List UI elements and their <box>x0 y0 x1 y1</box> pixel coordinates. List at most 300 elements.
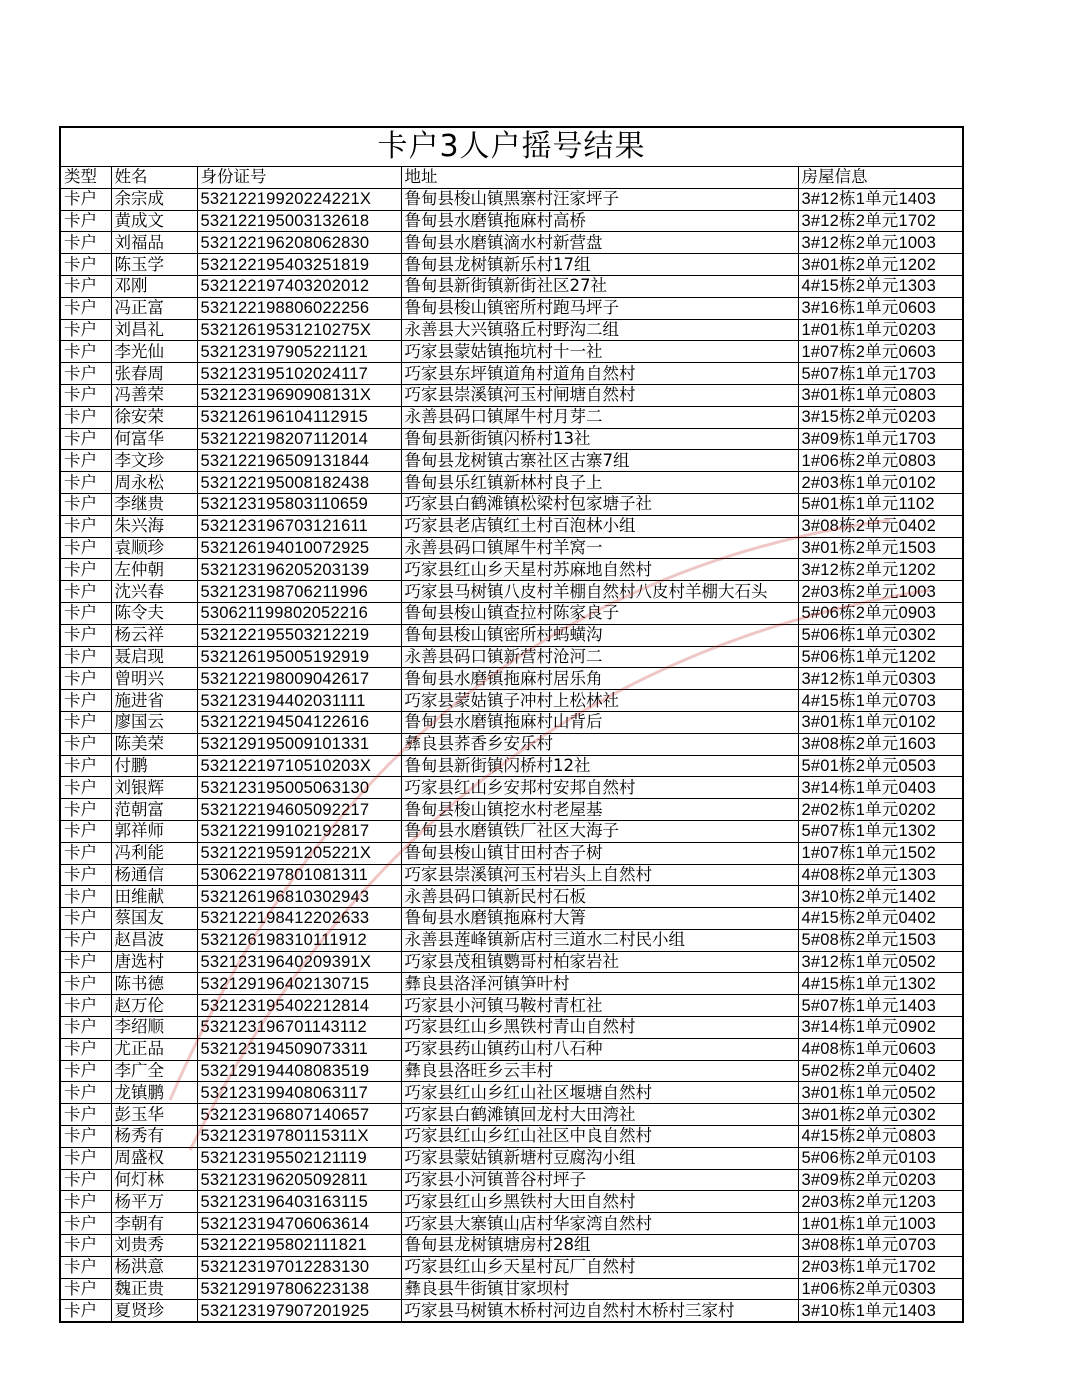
cell-name: 冯善荣 <box>111 384 197 406</box>
table-row <box>61 515 962 537</box>
cell-house-info: 2#03栋2单元1203 <box>798 1191 962 1213</box>
cell-type: 卡户 <box>61 1235 111 1257</box>
cell-id-number: 532129194408083519 <box>197 1060 401 1082</box>
cell-name: 陈美荣 <box>111 733 197 755</box>
cell-id-number: 532129197806223138 <box>197 1278 401 1300</box>
cell-name: 李绍顺 <box>111 1017 197 1039</box>
cell-id-number: 532129195009101331 <box>197 733 401 755</box>
cell-name: 陈令夫 <box>111 602 197 624</box>
cell-address: 永善县码口镇新营村沧河二 <box>401 646 798 668</box>
cell-id-number: 532123194706063614 <box>197 1213 401 1235</box>
cell-house-info: 3#12栋1单元0502 <box>798 951 962 973</box>
cell-house-info: 3#16栋1单元0603 <box>798 297 962 319</box>
table-row <box>61 1278 962 1300</box>
cell-type: 卡户 <box>61 777 111 799</box>
cell-address: 永善县莲峰镇新店村三道水二村民小组 <box>401 929 798 951</box>
cell-name: 李文珍 <box>111 450 197 472</box>
table-row <box>61 254 962 276</box>
cell-name: 沈兴春 <box>111 581 197 603</box>
cell-house-info: 3#08栋2单元0402 <box>798 515 962 537</box>
table-row <box>61 428 962 450</box>
cell-type: 卡户 <box>61 537 111 559</box>
cell-house-info: 3#14栋1单元0902 <box>798 1017 962 1039</box>
cell-id-number: 53212319690908131X <box>197 384 401 406</box>
cell-id-number: 53212319780115311X <box>197 1126 401 1148</box>
cell-name: 赵万伦 <box>111 995 197 1017</box>
cell-house-info: 3#01栋1单元0502 <box>798 1082 962 1104</box>
cell-house-info: 4#15栋2单元0402 <box>798 908 962 930</box>
cell-name: 冯正富 <box>111 297 197 319</box>
cell-name: 夏贤珍 <box>111 1300 197 1321</box>
cell-house-info: 5#01栋2单元0503 <box>798 755 962 777</box>
cell-id-number: 532123199408063117 <box>197 1082 401 1104</box>
cell-house-info: 3#09栋2单元0203 <box>798 1169 962 1191</box>
table-row <box>61 929 962 951</box>
cell-house-info: 1#07栋2单元0603 <box>798 341 962 363</box>
cell-type: 卡户 <box>61 450 111 472</box>
cell-type: 卡户 <box>61 1300 111 1321</box>
cell-address: 鲁甸县龙树镇古寨社区古寨7组 <box>401 450 798 472</box>
cell-name: 张春周 <box>111 363 197 385</box>
header-type: 类型 <box>61 167 111 188</box>
table-row <box>61 493 962 515</box>
table-header-row <box>61 167 962 188</box>
cell-type: 卡户 <box>61 624 111 646</box>
cell-name: 曾明兴 <box>111 668 197 690</box>
cell-address: 巧家县茂租镇鹦哥村柏家岩社 <box>401 951 798 973</box>
cell-type: 卡户 <box>61 1169 111 1191</box>
cell-type: 卡户 <box>61 428 111 450</box>
table-row <box>61 755 962 777</box>
cell-id-number: 532122195403251819 <box>197 254 401 276</box>
cell-name: 何灯林 <box>111 1169 197 1191</box>
cell-id-number: 530621199802052216 <box>197 602 401 624</box>
cell-name: 赵昌波 <box>111 929 197 951</box>
table-row <box>61 973 962 995</box>
cell-type: 卡户 <box>61 319 111 341</box>
cell-id-number: 532122199102192817 <box>197 820 401 842</box>
cell-house-info: 4#15栋2单元0803 <box>798 1126 962 1148</box>
cell-type: 卡户 <box>61 1038 111 1060</box>
header-house-info: 房屋信息 <box>798 167 962 188</box>
table-row <box>61 646 962 668</box>
table-row <box>61 384 962 406</box>
table-row <box>61 1060 962 1082</box>
cell-type: 卡户 <box>61 232 111 254</box>
cell-house-info: 4#08栋2单元1303 <box>798 864 962 886</box>
cell-address: 鲁甸县梭山镇挖水村老屋基 <box>401 799 798 821</box>
cell-address: 巧家县红山乡红山社区中良自然村 <box>401 1126 798 1148</box>
cell-name: 蔡国友 <box>111 908 197 930</box>
cell-house-info: 1#01栋1单元1003 <box>798 1213 962 1235</box>
table-row <box>61 1082 962 1104</box>
cell-id-number: 532126196104112915 <box>197 406 401 428</box>
cell-type: 卡户 <box>61 690 111 712</box>
cell-type: 卡户 <box>61 951 111 973</box>
cell-address: 鲁甸县梭山镇密所村蚂蟥沟 <box>401 624 798 646</box>
cell-type: 卡户 <box>61 1082 111 1104</box>
cell-house-info: 4#15栋2单元1303 <box>798 275 962 297</box>
cell-type: 卡户 <box>61 472 111 494</box>
result-table <box>61 167 962 1321</box>
cell-name: 杨通信 <box>111 864 197 886</box>
table-row <box>61 232 962 254</box>
cell-type: 卡户 <box>61 995 111 1017</box>
cell-house-info: 1#06栋2单元0803 <box>798 450 962 472</box>
cell-name: 邓刚 <box>111 275 197 297</box>
cell-name: 杨云祥 <box>111 624 197 646</box>
cell-id-number: 53212319640209391X <box>197 951 401 973</box>
cell-address: 永善县码口镇新民村石板 <box>401 886 798 908</box>
cell-id-number: 532122195802111821 <box>197 1235 401 1257</box>
cell-house-info: 1#06栋2单元0303 <box>798 1278 962 1300</box>
table-row <box>61 733 962 755</box>
cell-name: 刘贵秀 <box>111 1235 197 1257</box>
cell-type: 卡户 <box>61 363 111 385</box>
cell-house-info: 5#06栋1单元1202 <box>798 646 962 668</box>
table-row <box>61 1017 962 1039</box>
cell-name: 龙镇鹏 <box>111 1082 197 1104</box>
cell-house-info: 4#15栋1单元1302 <box>798 973 962 995</box>
cell-type: 卡户 <box>61 341 111 363</box>
cell-id-number: 532122198806022256 <box>197 297 401 319</box>
cell-type: 卡户 <box>61 799 111 821</box>
cell-name: 郭祥师 <box>111 820 197 842</box>
cell-type: 卡户 <box>61 1104 111 1126</box>
cell-address: 巧家县红山乡黑铁村大田自然村 <box>401 1191 798 1213</box>
cell-address: 巧家县红山乡天星村苏麻地自然村 <box>401 559 798 581</box>
cell-address: 巧家县崇溪镇河玉村岩头上自然村 <box>401 864 798 886</box>
cell-house-info: 3#08栋2单元1603 <box>798 733 962 755</box>
cell-name: 何富华 <box>111 428 197 450</box>
cell-address: 鲁甸县水磨镇拖麻村山背后 <box>401 711 798 733</box>
cell-type: 卡户 <box>61 1017 111 1039</box>
cell-house-info: 2#03栋1单元1702 <box>798 1256 962 1278</box>
cell-id-number: 532129196402130715 <box>197 973 401 995</box>
cell-type: 卡户 <box>61 515 111 537</box>
cell-house-info: 3#14栋1单元0403 <box>798 777 962 799</box>
cell-name: 李继贵 <box>111 493 197 515</box>
cell-name: 范朝富 <box>111 799 197 821</box>
cell-id-number: 532122197403202012 <box>197 275 401 297</box>
cell-type: 卡户 <box>61 646 111 668</box>
cell-address: 鲁甸县梭山镇黑寨村汪家坪子 <box>401 188 798 210</box>
cell-house-info: 5#08栋2单元1503 <box>798 929 962 951</box>
cell-address: 永善县大兴镇骆丘村野沟二组 <box>401 319 798 341</box>
table-row <box>61 406 962 428</box>
cell-house-info: 3#12栋2单元1702 <box>798 210 962 232</box>
cell-house-info: 3#01栋2单元1503 <box>798 537 962 559</box>
table-row <box>61 820 962 842</box>
cell-id-number: 532126195005192919 <box>197 646 401 668</box>
cell-address: 巧家县蒙姑镇子冲村上松林社 <box>401 690 798 712</box>
cell-address: 鲁甸县龙树镇塘房村28组 <box>401 1235 798 1257</box>
table-row <box>61 210 962 232</box>
cell-id-number: 532123197012283130 <box>197 1256 401 1278</box>
cell-name: 刘银辉 <box>111 777 197 799</box>
cell-id-number: 53212219710510203X <box>197 755 401 777</box>
cell-type: 卡户 <box>61 384 111 406</box>
cell-type: 卡户 <box>61 842 111 864</box>
table-row <box>61 1191 962 1213</box>
cell-name: 刘昌礼 <box>111 319 197 341</box>
cell-type: 卡户 <box>61 602 111 624</box>
table-row <box>61 1235 962 1257</box>
cell-type: 卡户 <box>61 1126 111 1148</box>
cell-house-info: 3#10栋2单元1402 <box>798 886 962 908</box>
cell-type: 卡户 <box>61 1278 111 1300</box>
cell-name: 刘福品 <box>111 232 197 254</box>
cell-type: 卡户 <box>61 188 111 210</box>
cell-house-info: 3#01栋1单元0102 <box>798 711 962 733</box>
cell-address: 彝良县洛旺乡云丰村 <box>401 1060 798 1082</box>
cell-address: 鲁甸县水磨镇铁厂社区大海子 <box>401 820 798 842</box>
cell-type: 卡户 <box>61 493 111 515</box>
cell-name: 余宗成 <box>111 188 197 210</box>
table-row <box>61 1169 962 1191</box>
cell-address: 巧家县白鹤滩镇松梁村包家塘子社 <box>401 493 798 515</box>
cell-house-info: 5#07栋1单元1403 <box>798 995 962 1017</box>
cell-name: 聂启现 <box>111 646 197 668</box>
cell-address: 巧家县红山乡天星村瓦厂自然村 <box>401 1256 798 1278</box>
table-row <box>61 1147 962 1169</box>
table-row <box>61 1213 962 1235</box>
cell-type: 卡户 <box>61 668 111 690</box>
cell-id-number: 532122196208062830 <box>197 232 401 254</box>
cell-id-number: 532123196701143112 <box>197 1017 401 1039</box>
cell-id-number: 532123196205203139 <box>197 559 401 581</box>
cell-id-number: 532122195503212219 <box>197 624 401 646</box>
cell-name: 魏正贵 <box>111 1278 197 1300</box>
result-sheet <box>59 126 964 1323</box>
table-row <box>61 668 962 690</box>
table-row <box>61 275 962 297</box>
cell-id-number: 532123196403163115 <box>197 1191 401 1213</box>
cell-address: 巧家县红山乡黑铁村青山自然村 <box>401 1017 798 1039</box>
cell-address: 鲁甸县新街镇闪桥村12社 <box>401 755 798 777</box>
table-row <box>61 908 962 930</box>
cell-name: 黄成文 <box>111 210 197 232</box>
table-row <box>61 1256 962 1278</box>
cell-id-number: 53212619531210275X <box>197 319 401 341</box>
cell-name: 袁顺珍 <box>111 537 197 559</box>
cell-address: 鲁甸县梭山镇查拉村陈家良子 <box>401 602 798 624</box>
cell-address: 鲁甸县龙树镇新乐村17组 <box>401 254 798 276</box>
cell-house-info: 5#06栋1单元0302 <box>798 624 962 646</box>
cell-name: 李光仙 <box>111 341 197 363</box>
cell-name: 杨平万 <box>111 1191 197 1213</box>
cell-type: 卡户 <box>61 1147 111 1169</box>
cell-address: 巧家县小河镇马鞍村青杠社 <box>401 995 798 1017</box>
table-row <box>61 690 962 712</box>
cell-address: 彝良县洛泽河镇笋叶村 <box>401 973 798 995</box>
cell-id-number: 532123195502121119 <box>197 1147 401 1169</box>
table-row <box>61 624 962 646</box>
cell-id-number: 532123196807140657 <box>197 1104 401 1126</box>
cell-house-info: 1#01栋1单元0203 <box>798 319 962 341</box>
table-row <box>61 995 962 1017</box>
cell-address: 巧家县红山乡安邦村安邦自然村 <box>401 777 798 799</box>
cell-name: 付鹏 <box>111 755 197 777</box>
table-row <box>61 450 962 472</box>
cell-name: 李广全 <box>111 1060 197 1082</box>
cell-id-number: 532126196810302943 <box>197 886 401 908</box>
cell-house-info: 3#12栋1单元1403 <box>798 188 962 210</box>
cell-house-info: 1#07栋1单元1502 <box>798 842 962 864</box>
cell-id-number: 532123195005063130 <box>197 777 401 799</box>
cell-address: 鲁甸县水磨镇拖麻村居乐角 <box>401 668 798 690</box>
table-row <box>61 886 962 908</box>
cell-address: 彝良县牛街镇甘家坝村 <box>401 1278 798 1300</box>
cell-house-info: 3#12栋2单元1202 <box>798 559 962 581</box>
cell-id-number: 532123195803110659 <box>197 493 401 515</box>
cell-id-number: 532122194504122616 <box>197 711 401 733</box>
cell-house-info: 5#07栋1单元1302 <box>798 820 962 842</box>
cell-type: 卡户 <box>61 1256 111 1278</box>
cell-id-number: 532126194010072925 <box>197 537 401 559</box>
cell-id-number: 532122195003132618 <box>197 210 401 232</box>
cell-house-info: 3#01栋2单元0302 <box>798 1104 962 1126</box>
cell-house-info: 3#15栋2单元0203 <box>798 406 962 428</box>
cell-house-info: 5#07栋1单元1703 <box>798 363 962 385</box>
cell-address: 鲁甸县乐红镇新林村良子上 <box>401 472 798 494</box>
table-row <box>61 297 962 319</box>
cell-id-number: 532123197905221121 <box>197 341 401 363</box>
cell-id-number: 532123197907201925 <box>197 1300 401 1321</box>
cell-type: 卡户 <box>61 210 111 232</box>
cell-type: 卡户 <box>61 581 111 603</box>
cell-id-number: 530622197801081311 <box>197 864 401 886</box>
cell-id-number: 532123196703121611 <box>197 515 401 537</box>
cell-address: 鲁甸县水磨镇滴水村新营盘 <box>401 232 798 254</box>
cell-id-number: 532123198706211996 <box>197 581 401 603</box>
cell-address: 巧家县老店镇红土村百泡林小组 <box>401 515 798 537</box>
cell-type: 卡户 <box>61 711 111 733</box>
table-row <box>61 341 962 363</box>
cell-type: 卡户 <box>61 908 111 930</box>
cell-type: 卡户 <box>61 929 111 951</box>
cell-type: 卡户 <box>61 755 111 777</box>
table-row <box>61 319 962 341</box>
cell-address: 鲁甸县梭山镇甘田村杏子树 <box>401 842 798 864</box>
cell-id-number: 532123195402212814 <box>197 995 401 1017</box>
header-address: 地址 <box>401 167 798 188</box>
cell-type: 卡户 <box>61 559 111 581</box>
cell-house-info: 5#06栋2单元0903 <box>798 602 962 624</box>
cell-address: 鲁甸县水磨镇拖麻村大箐 <box>401 908 798 930</box>
cell-address: 巧家县蒙姑镇拖坑村十一社 <box>401 341 798 363</box>
cell-house-info: 3#12栋2单元1003 <box>798 232 962 254</box>
cell-id-number: 532126198310111912 <box>197 929 401 951</box>
table-row <box>61 799 962 821</box>
table-row <box>61 777 962 799</box>
cell-id-number: 532122196509131844 <box>197 450 401 472</box>
table-row <box>61 842 962 864</box>
cell-name: 唐选村 <box>111 951 197 973</box>
cell-name: 朱兴海 <box>111 515 197 537</box>
table-row <box>61 1126 962 1148</box>
cell-address: 巧家县红山乡红山社区堰塘自然村 <box>401 1082 798 1104</box>
cell-type: 卡户 <box>61 1191 111 1213</box>
cell-type: 卡户 <box>61 973 111 995</box>
cell-house-info: 4#15栋1单元0703 <box>798 690 962 712</box>
table-row <box>61 1300 962 1321</box>
cell-type: 卡户 <box>61 406 111 428</box>
cell-type: 卡户 <box>61 1213 111 1235</box>
cell-address: 巧家县白鹤滩镇回龙村大田湾社 <box>401 1104 798 1126</box>
cell-name: 周盛权 <box>111 1147 197 1169</box>
cell-id-number: 532122198207112014 <box>197 428 401 450</box>
cell-name: 陈书德 <box>111 973 197 995</box>
cell-house-info: 3#10栋1单元1403 <box>798 1300 962 1321</box>
table-row <box>61 951 962 973</box>
cell-house-info: 3#08栋1单元0703 <box>798 1235 962 1257</box>
cell-house-info: 3#12栋1单元0303 <box>798 668 962 690</box>
cell-type: 卡户 <box>61 886 111 908</box>
table-row <box>61 711 962 733</box>
table-row <box>61 363 962 385</box>
cell-address: 彝良县荞香乡安乐村 <box>401 733 798 755</box>
cell-name: 冯利能 <box>111 842 197 864</box>
cell-name: 施进省 <box>111 690 197 712</box>
cell-name: 廖国云 <box>111 711 197 733</box>
cell-address: 巧家县大寨镇山店村华家湾自然村 <box>401 1213 798 1235</box>
cell-name: 陈玉学 <box>111 254 197 276</box>
cell-id-number: 532123194402031111 <box>197 690 401 712</box>
cell-address: 鲁甸县新街镇新街社区27社 <box>401 275 798 297</box>
cell-name: 彭玉华 <box>111 1104 197 1126</box>
page-title: 卡户3人户摇号结果 <box>61 128 962 167</box>
cell-id-number: 532122198009042617 <box>197 668 401 690</box>
cell-house-info: 5#06栋2单元0103 <box>798 1147 962 1169</box>
cell-type: 卡户 <box>61 820 111 842</box>
table-row <box>61 864 962 886</box>
cell-name: 周永松 <box>111 472 197 494</box>
cell-type: 卡户 <box>61 864 111 886</box>
cell-address: 巧家县药山镇药山村八石种 <box>401 1038 798 1060</box>
cell-type: 卡户 <box>61 254 111 276</box>
cell-id-number: 532123195102024117 <box>197 363 401 385</box>
cell-house-info: 2#03栋2单元1003 <box>798 581 962 603</box>
cell-house-info: 5#01栋1单元1102 <box>798 493 962 515</box>
header-name: 姓名 <box>111 167 197 188</box>
cell-address: 巧家县东坪镇道角村道角自然村 <box>401 363 798 385</box>
cell-id-number: 53212219591205221X <box>197 842 401 864</box>
cell-address: 鲁甸县水磨镇拖麻村高桥 <box>401 210 798 232</box>
cell-name: 李朝有 <box>111 1213 197 1235</box>
cell-name: 徐安荣 <box>111 406 197 428</box>
cell-address: 巧家县小河镇普谷村坪子 <box>401 1169 798 1191</box>
cell-address: 鲁甸县新街镇闪桥村13社 <box>401 428 798 450</box>
cell-house-info: 3#01栋2单元1202 <box>798 254 962 276</box>
cell-name: 左仲朝 <box>111 559 197 581</box>
table-row <box>61 559 962 581</box>
cell-name: 杨秀有 <box>111 1126 197 1148</box>
cell-address: 永善县码口镇犀牛村月芽二 <box>401 406 798 428</box>
table-row <box>61 188 962 210</box>
table-row <box>61 472 962 494</box>
cell-id-number: 532122194605092217 <box>197 799 401 821</box>
cell-address: 巧家县马树镇八皮村羊棚自然村八皮村羊棚大石头 <box>401 581 798 603</box>
cell-house-info: 4#08栋1单元0603 <box>798 1038 962 1060</box>
cell-type: 卡户 <box>61 1060 111 1082</box>
cell-name: 杨洪意 <box>111 1256 197 1278</box>
header-id-number: 身份证号 <box>197 167 401 188</box>
cell-house-info: 3#01栋1单元0803 <box>798 384 962 406</box>
cell-address: 巧家县马树镇木桥村河边自然村木桥村三家村 <box>401 1300 798 1321</box>
cell-id-number: 53212219920224221X <box>197 188 401 210</box>
table-row <box>61 1104 962 1126</box>
